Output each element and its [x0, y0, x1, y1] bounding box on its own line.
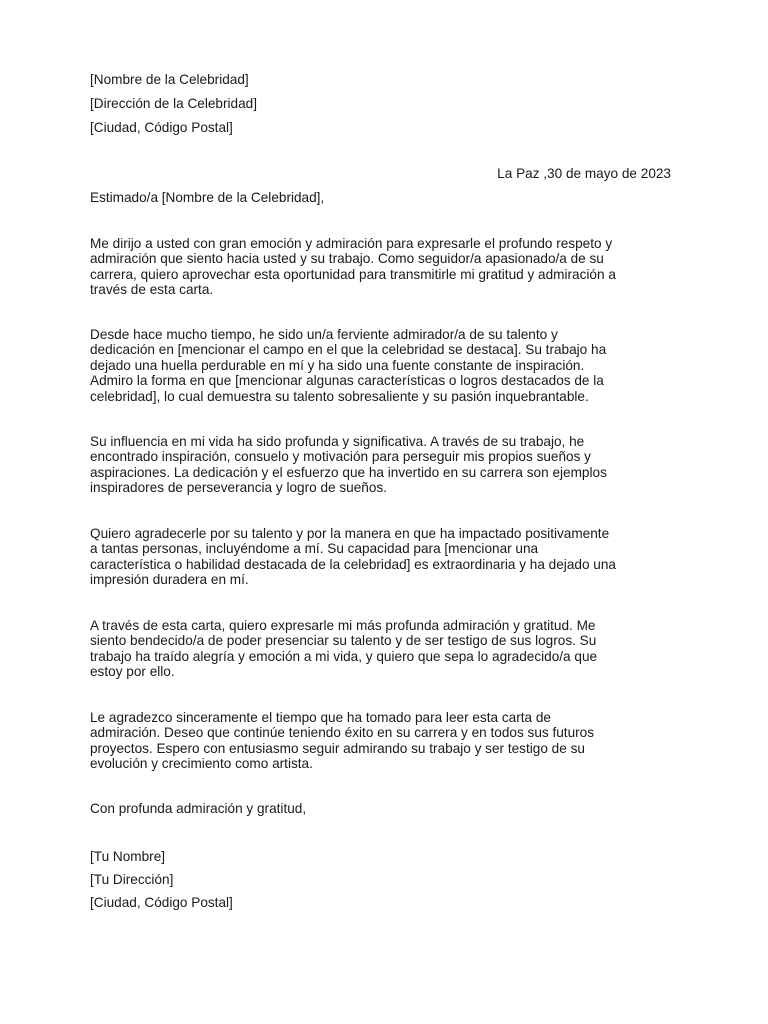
paragraph-line: proyectos. Espero con entusiasmo seguir admirando su trabajo y ser testigo de su — [90, 740, 585, 756]
paragraph-line: Me dirijo a usted con gran emoción y admiración para expresarle el profundo respeto y — [90, 236, 613, 251]
paragraph-line: Admiro la forma en que [mencionar algunas características o logros destacados de la — [90, 373, 604, 389]
paragraph-1 — [90, 236, 680, 298]
paragraph-line: celebridad], lo cual demuestra su talento sobresaliente y su pasión inquebrantable. — [90, 388, 589, 404]
recipient-city: [Ciudad, Código Postal] — [90, 120, 233, 135]
paragraph-line: siento bendecido/a de poder presenciar su talento y de ser testigo de sus logros. Su — [90, 633, 597, 649]
signature-city: [Ciudad, Código Postal] — [90, 895, 233, 910]
paragraph-line: estoy por ello. — [90, 664, 175, 680]
paragraph-line: dejado una huella perdurable en mí y ha sido una fuente constante de inspiración. — [90, 357, 585, 373]
paragraph-4 — [90, 526, 680, 588]
paragraph-line: trabajo ha traído alegría y emoción a mi vida, y quiero que sepa lo agradecido/a que — [90, 648, 598, 664]
paragraph-line: Le agradezco sinceramente el tiempo que ha tomado para leer esta carta de — [90, 710, 551, 725]
paragraph-line: aspiraciones. La dedicación y el esfuerzo que ha invertido en su carrera son ejemplos — [90, 464, 607, 480]
paragraph-line: evolución y crecimiento como artista. — [90, 756, 313, 772]
recipient-address: [Dirección de la Celebridad] — [90, 96, 257, 111]
paragraph-line: través de esta carta. — [90, 282, 214, 298]
paragraph-line: Su influencia en mi vida ha sido profunda y significativa. A través de su trabajo, he — [90, 434, 585, 449]
paragraph-line: impresión duradera en mí. — [90, 572, 249, 588]
paragraph-line: encontrado inspiración, consuelo y motivación para perseguir mis propios sueños y — [90, 449, 591, 465]
paragraph-line: admiración que siento hacia usted y su trabajo. Como seguidor/a apasionado/a de su — [90, 251, 604, 267]
paragraph-line: admiración. Deseo que continúe teniendo éxito en su carrera y en todos sus futuros — [90, 725, 595, 741]
paragraph-line: A través de esta carta, quiero expresarle mi más profunda admiración y gratitud. Me — [90, 618, 596, 633]
paragraph-3 — [90, 434, 680, 496]
paragraph-2 — [90, 327, 680, 404]
paragraph-6 — [90, 710, 680, 772]
paragraph-line: a tantas personas, incluyéndome a mí. Su capacidad para [mencionar una — [90, 541, 539, 557]
paragraph-line: inspiradores de perseverancia y logro de sueños. — [90, 480, 387, 496]
closing: Con profunda admiración y gratitud, — [90, 801, 307, 816]
signature-name: [Tu Nombre] — [90, 849, 166, 864]
paragraph-line: carrera, quiero aprovechar esta oportunidad para transmitirle mi gratitud y admiración a — [90, 266, 616, 282]
signature-address: [Tu Dirección] — [90, 872, 174, 887]
greeting: Estimado/a [Nombre de la Celebridad], — [90, 190, 325, 205]
paragraph-line: característica o habilidad destacada de la celebridad] es extraordinaria y ha dejado una — [90, 556, 616, 572]
paragraph-line: dedicación en [mencionar el campo en el que la celebridad se destaca]. Su trabajo ha — [90, 342, 607, 358]
date-line: La Paz ,30 de mayo de 2023 — [497, 166, 671, 181]
paragraph-line: Desde hace mucho tiempo, he sido un/a ferviente admirador/a de su talento y — [90, 327, 558, 342]
paragraph-line: Quiero agradecerle por su talento y por la manera en que ha impactado positivamente — [90, 526, 610, 541]
recipient-name: [Nombre de la Celebridad] — [90, 72, 249, 87]
paragraph-5 — [90, 618, 680, 680]
